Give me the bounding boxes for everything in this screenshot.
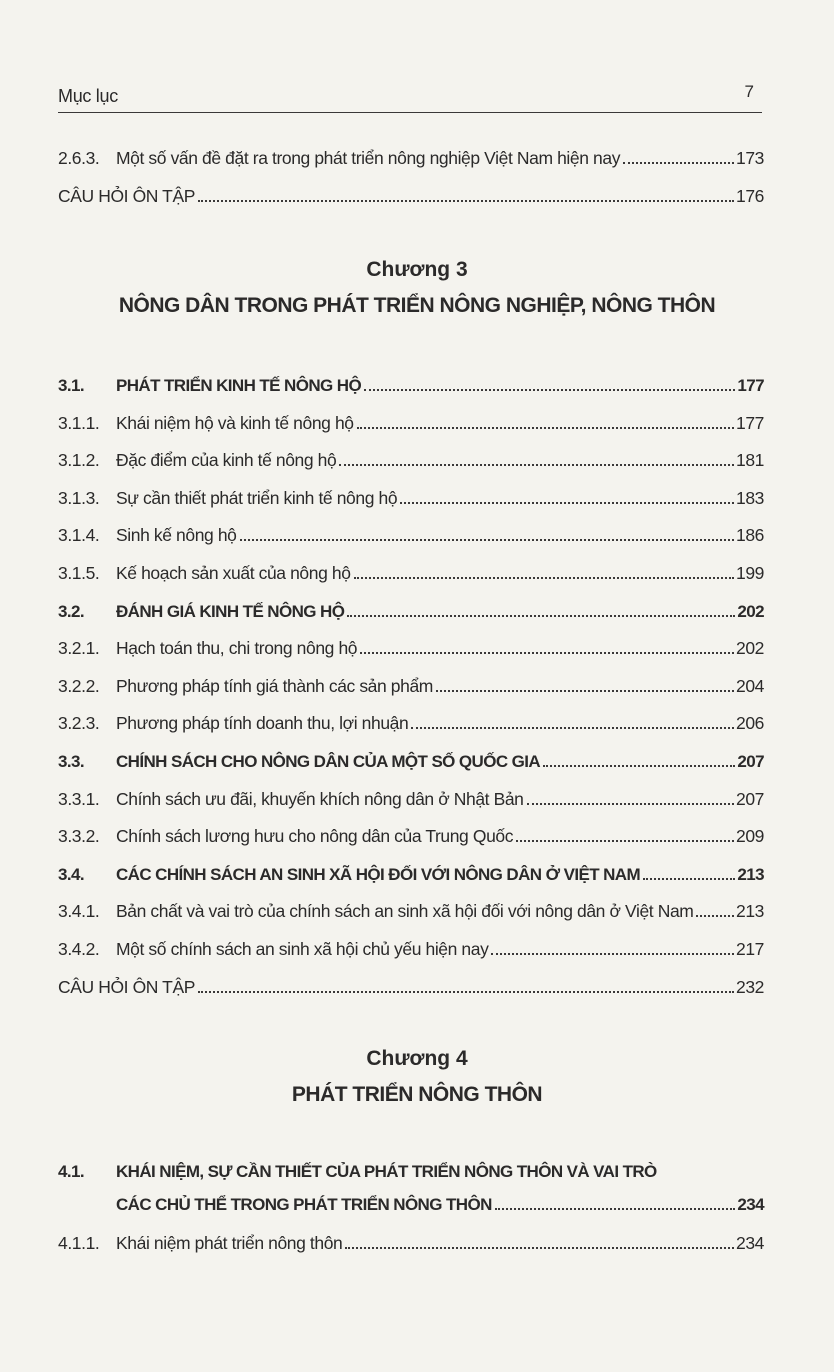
toc-entry	[58, 447, 764, 471]
header-page-number: 7	[744, 82, 754, 101]
entry-title: Khái niệm hộ và kinh tế nông hộ	[116, 413, 354, 433]
entry-page: 234	[737, 1195, 764, 1214]
entry-number: 3.2.2.	[58, 676, 100, 696]
dot-leader	[623, 161, 734, 164]
entry-page: 202	[737, 602, 764, 621]
dot-leader	[198, 990, 734, 993]
entry-title-line2: CÁC CHỦ THỂ TRONG PHÁT TRIỂN NÔNG THÔN	[116, 1195, 492, 1214]
dot-leader	[347, 614, 735, 617]
dot-leader	[516, 839, 734, 842]
entry-number: 4.1.	[58, 1162, 84, 1181]
entry-title: Chính sách lương hưu cho nông dân của Trung Quốc	[116, 826, 514, 846]
entry-title: PHÁT TRIỂN KINH TẾ NÔNG HỘ	[116, 376, 362, 395]
toc-entry	[58, 372, 764, 396]
toc-entry	[58, 145, 764, 169]
toc-entry	[58, 522, 764, 546]
chapter-label: Chương 4	[366, 1047, 468, 1070]
entry-title: CÂU HỎI ÔN TẬP	[58, 977, 196, 997]
entry-page: 204	[736, 676, 764, 696]
dot-leader	[240, 538, 735, 541]
toc-entry-multiline-line1	[58, 1158, 764, 1182]
toc-entry	[58, 560, 764, 584]
dot-leader	[696, 914, 734, 917]
entry-page: 213	[736, 901, 764, 921]
toc-entry	[58, 183, 764, 207]
entry-number: 4.1.1.	[58, 1233, 100, 1253]
dot-leader	[339, 463, 734, 466]
entry-page: 207	[737, 752, 764, 771]
toc-entry	[58, 410, 764, 434]
dot-leader	[411, 726, 734, 729]
toc-entry	[58, 786, 764, 810]
toc-entry	[58, 1230, 764, 1254]
entry-page: 202	[736, 638, 764, 658]
toc-entry	[58, 898, 764, 922]
entry-page: 183	[736, 488, 764, 508]
dot-leader	[198, 199, 734, 202]
entry-title: Phương pháp tính doanh thu, lợi nhuận	[116, 713, 409, 733]
dot-leader	[400, 501, 734, 504]
entry-page: 209	[736, 826, 764, 846]
entry-number: 3.3.2.	[58, 826, 100, 846]
header-section-title: Mục lục	[58, 86, 118, 106]
toc-entry	[58, 485, 764, 509]
dot-leader	[491, 952, 734, 955]
entry-number: 3.2.3.	[58, 713, 100, 733]
entry-title: Hạch toán thu, chi trong nông hộ	[116, 638, 358, 658]
entry-title: Kế hoạch sản xuất của nông hộ	[116, 563, 351, 583]
toc-entry-multiline-line2	[58, 1191, 764, 1215]
entry-number: 2.6.3.	[58, 148, 100, 168]
entry-title: Bản chất và vai trò của chính sách an sinh xã hội đối với nông dân ở Việt Nam	[116, 901, 694, 921]
toc-entry	[58, 974, 764, 998]
dot-leader	[436, 689, 734, 692]
entry-title: Sinh kế nông hộ	[116, 525, 237, 545]
dot-leader	[364, 388, 735, 391]
entry-number: 3.3.	[58, 752, 84, 771]
toc-entry	[58, 936, 764, 960]
entry-page: 173	[736, 148, 764, 168]
entry-page: 217	[736, 939, 764, 959]
dot-leader	[345, 1246, 734, 1249]
entry-page: 232	[736, 977, 764, 997]
entry-title: CÂU HỎI ÔN TẬP	[58, 186, 196, 206]
entry-title: Một số chính sách an sinh xã hội chủ yếu hiện nay	[116, 939, 489, 959]
dot-leader	[354, 576, 734, 579]
entry-title: Một số vấn đề đặt ra trong phát triển nông nghiệp Việt Nam hiện nay	[116, 148, 621, 168]
chapter-label: Chương 3	[366, 258, 468, 281]
toc-entry	[58, 598, 764, 622]
entry-number: 3.2.1.	[58, 638, 100, 658]
entry-number: 3.1.2.	[58, 450, 100, 470]
entry-title: ĐÁNH GIÁ KINH TẾ NÔNG HỘ	[116, 602, 345, 621]
entry-page: 206	[736, 713, 764, 733]
entry-page: 177	[736, 413, 764, 433]
dot-leader	[360, 651, 734, 654]
entry-title-line1: KHÁI NIỆM, SỰ CẦN THIẾT CỦA PHÁT TRIỂN NÔNG THÔN VÀ VAI TRÒ	[116, 1162, 657, 1181]
entry-title: Khái niệm phát triển nông thôn	[116, 1233, 343, 1253]
entry-page: 213	[737, 865, 764, 884]
dot-leader	[543, 764, 735, 767]
entry-title: CHÍNH SÁCH CHO NÔNG DÂN CỦA MỘT SỐ QUỐC GIA	[116, 752, 541, 771]
toc-entry	[58, 635, 764, 659]
entry-number: 3.1.	[58, 376, 84, 395]
entry-title: Phương pháp tính giá thành các sản phẩm	[116, 676, 433, 696]
entry-title: Sự cần thiết phát triển kinh tế nông hộ	[116, 488, 398, 508]
entry-title: Chính sách ưu đãi, khuyến khích nông dân ở Nhật Bản	[116, 789, 524, 809]
chapter-title: NÔNG DÂN TRONG PHÁT TRIỂN NÔNG NGHIỆP, NÔNG THÔN	[118, 294, 716, 317]
entry-number: 3.3.1.	[58, 789, 100, 809]
entry-number: 3.4.	[58, 865, 84, 884]
toc-entry	[58, 823, 764, 847]
entry-number: 3.2.	[58, 602, 84, 621]
toc-entry	[58, 673, 764, 697]
entry-page: 186	[736, 525, 764, 545]
running-header	[58, 80, 762, 113]
chapter-title: PHÁT TRIỂN NÔNG THÔN	[291, 1083, 543, 1106]
toc-entry	[58, 861, 764, 885]
entry-title: Đặc điểm của kinh tế nông hộ	[116, 450, 337, 470]
toc-entry	[58, 748, 764, 772]
entry-page: 181	[736, 450, 764, 470]
dot-leader	[495, 1207, 736, 1210]
dot-leader	[643, 877, 735, 880]
entry-number: 3.4.2.	[58, 939, 100, 959]
entry-page: 176	[736, 186, 764, 206]
entry-number: 3.1.4.	[58, 525, 100, 545]
entry-number: 3.4.1.	[58, 901, 100, 921]
entry-number: 3.1.5.	[58, 563, 100, 583]
entry-page: 199	[736, 563, 764, 583]
toc-entry	[58, 710, 764, 734]
dot-leader	[357, 426, 734, 429]
entry-page: 234	[736, 1233, 764, 1253]
entry-page: 207	[736, 789, 764, 809]
entry-page: 177	[737, 376, 764, 395]
dot-leader	[527, 802, 734, 805]
entry-number: 3.1.1.	[58, 413, 100, 433]
entry-number: 3.1.3.	[58, 488, 100, 508]
entry-title: CÁC CHÍNH SÁCH AN SINH XÃ HỘI ĐỐI VỚI NÔNG DÂN Ở VIỆT NAM	[116, 865, 641, 884]
